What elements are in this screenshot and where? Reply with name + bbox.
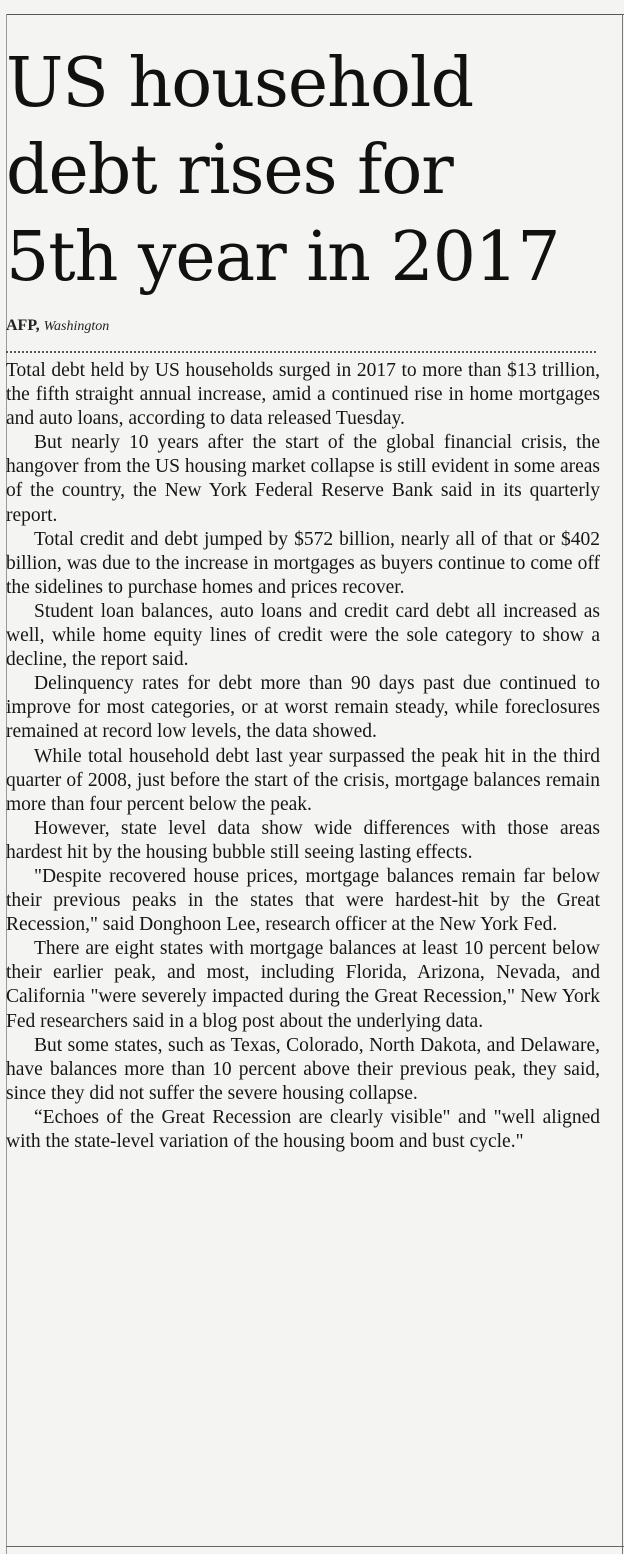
paragraph: But some states, such as Texas, Colorado, North Dakota, and Delaware, have balances more than 10 percent above their previous peak, they said, since they did not suffer the severe housing collapse. <box>6 1034 600 1104</box>
byline <box>6 316 600 337</box>
paragraph: Student loan balances, auto loans and credit card debt all increased as well, while home equity lines of credit were the sole category to show a decline, the report said. <box>6 600 600 671</box>
headline <box>6 40 600 301</box>
byline-agency: AFP, <box>6 317 40 334</box>
paragraph: Total debt held by US households surged in 2017 to more than $13 trillion, the fifth straight annual increase, amid a continued rise in home mortgages and auto loans, according to data released Tuesday. <box>6 360 600 430</box>
paragraph: However, state level data show wide differences with those areas hardest hit by the housing bubble still seeing lasting effects. <box>6 817 600 863</box>
paragraph: "Despite recovered house prices, mortgage balances remain far below their previous peaks in the states that were hardest-hit by the Great Recession," said Donghoon Lee, research officer at the New York Fed. <box>6 865 600 936</box>
headline-line-2: debt rises for <box>6 131 453 210</box>
byline-place: Washington <box>43 319 110 334</box>
bottom-rule <box>6 1546 624 1547</box>
news-article <box>6 40 600 1154</box>
top-rule <box>6 14 624 15</box>
paragraph: There are eight states with mortgage balances at least 10 percent below their earlier peak, and most, including Florida, Arizona, Nevada, and California "were severely impacted during the Great Recession," New York Fed researchers said in a blog post about the underlying data. <box>6 938 600 1032</box>
paragraph: Total credit and debt jumped by $572 billion, nearly all of that or $402 billion, was due to the increase in mortgages as buyers continue to come off the sidelines to purchase homes and prices recover. <box>6 528 600 598</box>
paragraph: While total household debt last year surpassed the peak hit in the third quarter of 2008, just before the start of the crisis, mortgage balances remain more than four percent below the peak. <box>6 745 600 815</box>
paragraph: “Echoes of the Great Recession are clearly visible" and "well aligned with the state-level variation of the housing boom and bust cycle." <box>6 1106 600 1152</box>
right-rule <box>622 14 623 1554</box>
headline-line-1: US household <box>6 44 474 123</box>
paragraph: Delinquency rates for debt more than 90 days past due continued to improve for most categories, or at worst remain steady, while foreclosures remained at record low levels, the data showed. <box>6 673 600 743</box>
paragraph: But nearly 10 years after the start of the global financial crisis, the hangover from the US housing market collapse is still evident in some areas of the country, the New York Federal Reserve Bank said in its quarterly report. <box>6 432 600 526</box>
headline-line-3: 5th year in 2017 <box>6 218 560 297</box>
dotted-divider <box>6 351 596 353</box>
article-body <box>6 359 600 1154</box>
